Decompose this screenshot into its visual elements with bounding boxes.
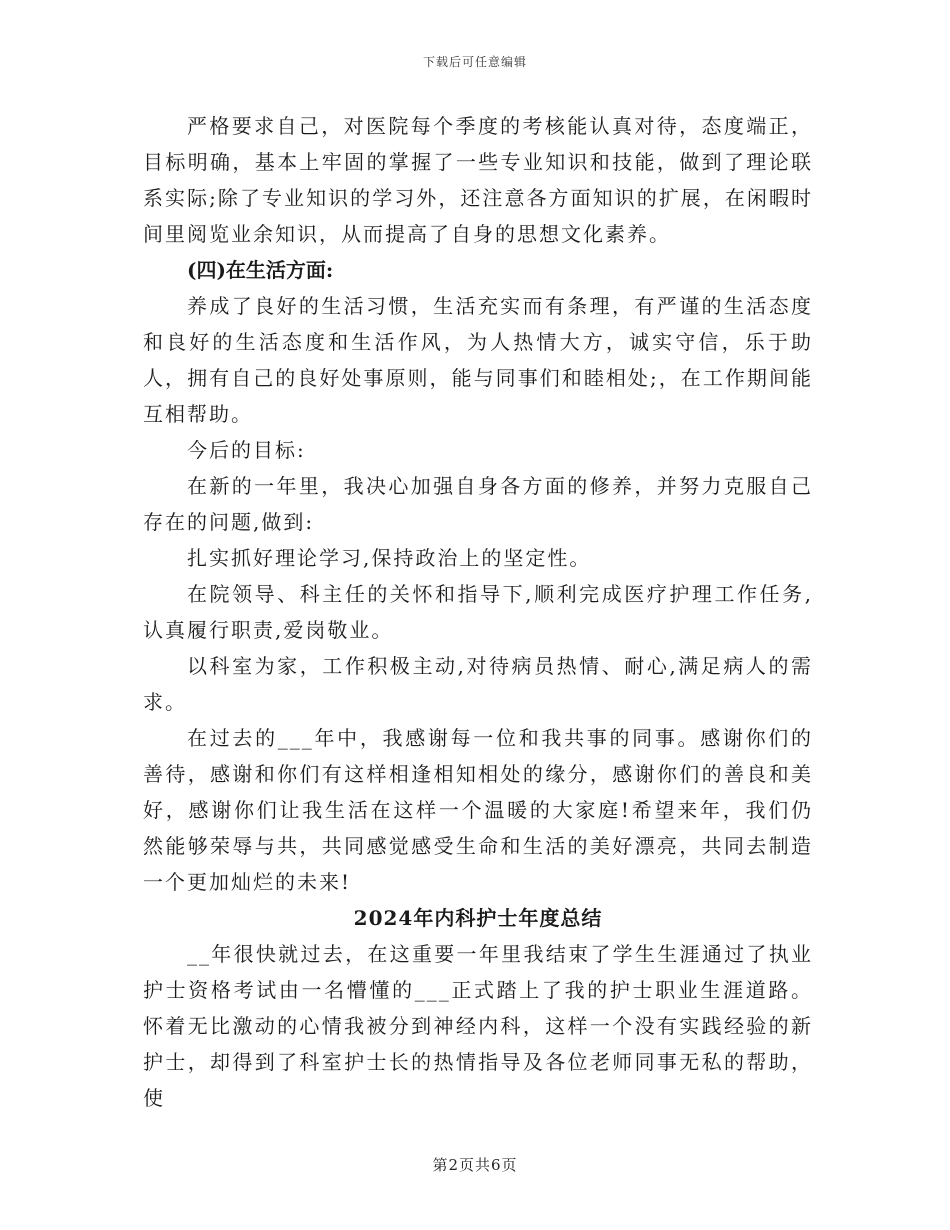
paragraph-department-home: 以科室为家，工作积极主动,对待病员热情、耐心,满足病人的需求。 (143, 654, 813, 714)
page-header: 下载后可任意编辑 (422, 55, 527, 69)
paragraph-summary-intro: __年很快就过去，在这重要一年里我结束了学生生涯通过了执业护士资格考试由一名懵懂的___正式踏上了我的护士职业生涯道路。怀着无比激动的心情我被分到神经内科，这样一个没有实践经验的新护士，却得到了科室护士长的热情指导及各位老师同事无私的帮助，使 (143, 942, 813, 1110)
paragraph-future-goals-label: 今后的目标: (187, 438, 306, 462)
page-number: 第2页共6页 (432, 1156, 518, 1174)
paragraph-theory-study: 扎实抓好理论学习,保持政治上的坚定性。 (187, 546, 592, 570)
document-title: 2024年内科护士年度总结 (353, 906, 603, 930)
paragraph-duty: 在院领导、科主任的关怀和指导下,顺利完成医疗护理工作任务,认真履行职责,爱岗敬业。 (143, 582, 813, 642)
paragraph-thanks: 在过去的___年中，我感谢每一位和我共事的同事。感谢你们的善待，感谢和你们有这样相逢相知相处的缘分，感谢你们的善良和美好，感谢你们让我生活在这样一个温暖的大家庭!希望来年，我们仍然能够荣辱与共，共同感觉感受生命和生活的美好漂亮，共同去制造一个更加灿烂的未来! (143, 726, 813, 894)
paragraph-new-year-resolution: 在新的一年里，我决心加强自身各方面的修养，并努力克服自己存在的问题,做到: (143, 474, 813, 534)
paragraph-study-attitude: 严格要求自己，对医院每个季度的考核能认真对待，态度端正，目标明确，基本上牢固的掌握了一些专业知识和技能，做到了理论联系实际;除了专业知识的学习外，还注意各方面知识的扩展，在闲暇时间里阅览业余知识，从而提高了自身的思想文化素养。 (143, 114, 813, 246)
section-heading-life: (四)在生活方面: (187, 258, 334, 282)
document-body (143, 108, 813, 1116)
paragraph-life: 养成了良好的生活习惯，生活充实而有条理，有严谨的生活态度和良好的生活态度和生活作风，为人热情大方，诚实守信，乐于助人，拥有自己的良好处事原则，能与同事们和睦相处;，在工作期间能互相帮助。 (143, 294, 813, 426)
